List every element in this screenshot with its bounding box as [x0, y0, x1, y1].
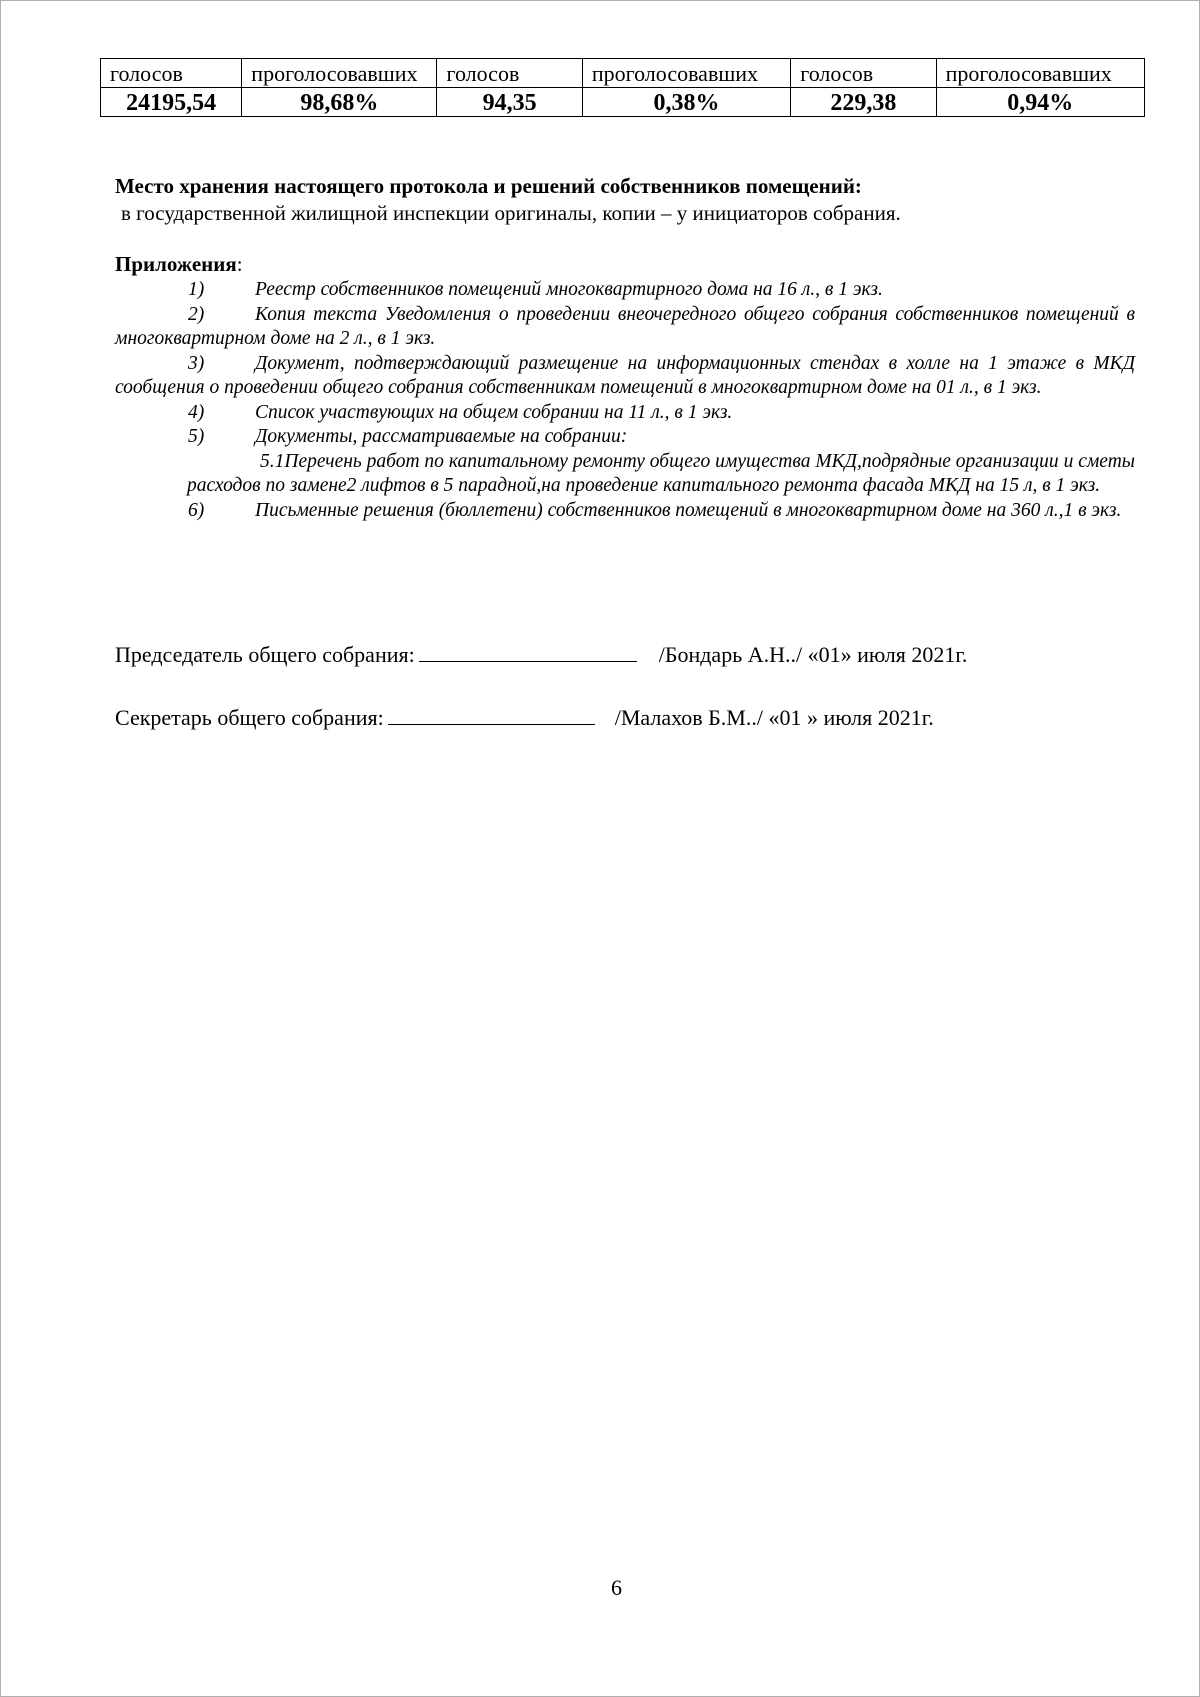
list-item [115, 303, 1135, 352]
sub-item-text: 5.1Перечень работ по капитальному ремонту общего имущества МКД,подрядные организации и сметы расходов по замене2 лифтов в 5 парадной,на проведение капитального ремонта фасада МКД на 15 л, в 1 экз. [187, 450, 1135, 496]
item-text: Документ, подтверждающий размещение на информационных стендах в холле на 1 этаже в МКД сообщения о проведении общего собрания собственникам помещений в многоквартирном доме на 01 л., в 1 экз. [115, 352, 1135, 398]
list-item [115, 499, 1135, 524]
appendices-title: Приложения [115, 252, 237, 276]
item-number: 1) [188, 279, 205, 300]
secretary-signature-line [115, 704, 934, 731]
header-cell-percent-against: проголосовавших [582, 59, 790, 88]
value-cell-votes-abstain: 229,38 [791, 88, 936, 117]
value-cell-percent-for: 98,68% [242, 88, 437, 117]
storage-section [115, 173, 1135, 227]
table-header-row [101, 59, 1145, 88]
item-number: 6) [188, 499, 205, 521]
item-number: 3) [188, 352, 205, 374]
chair-label: Председатель общего собрания: [115, 642, 415, 667]
sub-list-item [115, 450, 1135, 499]
header-cell-percent-for: проголосовавших [242, 59, 437, 88]
appendices-list [115, 278, 1135, 523]
item-text: Документы, рассматриваемые на собрании: [255, 426, 628, 447]
page-number: 6 [611, 1575, 622, 1600]
table-row [101, 88, 1145, 117]
signature-blank [388, 704, 595, 725]
chair-signature-line [115, 641, 967, 668]
header-cell-percent-abstain: проголосовавших [936, 59, 1144, 88]
header-cell-votes-for: голосов [101, 59, 242, 88]
item-number: 5) [188, 426, 205, 447]
item-text: Реестр собственников помещений многоквартирного дома на 16 л., в 1 экз. [255, 279, 883, 300]
appendices-heading [115, 251, 1135, 278]
item-number: 2) [188, 303, 205, 325]
appendices-section [115, 251, 1135, 523]
appendices-colon: : [236, 252, 243, 276]
vote-results-table [100, 58, 1145, 117]
chair-name: /Бондарь А.Н../ «01» июля 2021г. [658, 642, 968, 667]
storage-label: Место хранения настоящего протокола и решений собственников помещений: [115, 174, 862, 198]
list-item [115, 352, 1135, 401]
storage-text: в государственной жилищной инспекции оригиналы, копии – у инициаторов собрания. [121, 201, 901, 225]
header-cell-votes-abstain: голосов [791, 59, 936, 88]
value-cell-percent-against: 0,38% [582, 88, 790, 117]
secretary-label: Секретарь общего собрания: [115, 705, 384, 730]
item-number: 4) [188, 401, 205, 423]
value-cell-votes-against: 94,35 [437, 88, 582, 117]
item-text: Список участвующих на общем собрании на 11 л., в 1 экз. [255, 401, 733, 423]
signature-blank [419, 641, 637, 662]
list-item [115, 401, 1135, 426]
value-cell-percent-abstain: 0,94% [936, 88, 1144, 117]
list-item [115, 425, 1135, 450]
value-cell-votes-for: 24195,54 [101, 88, 242, 117]
secretary-name: /Малахов Б.М../ «01 » июля 2021г. [614, 705, 934, 730]
header-cell-votes-against: голосов [437, 59, 582, 88]
item-text: Копия текста Уведомления о проведении внеочередного общего собрания собственников помещений в многоквартирном доме на 2 л., в 1 экз. [115, 303, 1135, 349]
item-text: Письменные решения (бюллетени) собственников помещений в многоквартирном доме на 360 л.,1 в экз. [255, 499, 1122, 521]
list-item [115, 278, 1135, 303]
